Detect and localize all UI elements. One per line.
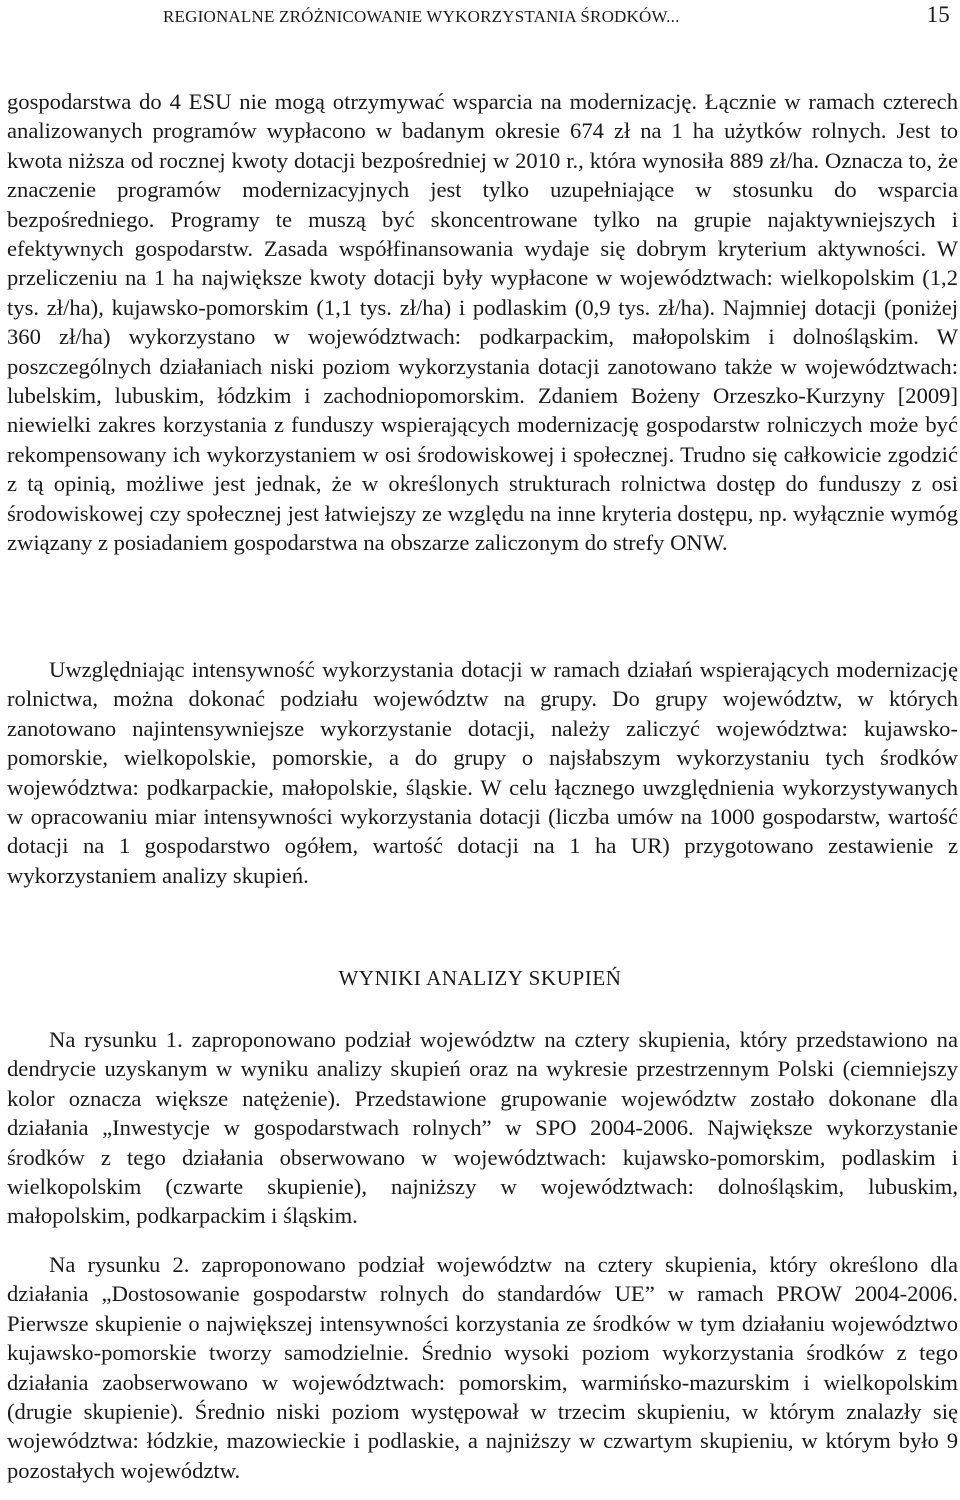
paragraph-figure-2 <box>7 1250 958 1485</box>
page-number: 15 <box>926 2 950 27</box>
paragraph-clustering-intro <box>7 655 958 890</box>
paragraph-text: gospodarstwa do 4 ESU nie mogą otrzymywać wsparcia na modernizację. Łącznie w ramach czterech analizowanych programów wypłacono w badanym okresie 674 zł na 1 ha użytków rolnych. Jest to kwota niższa od rocznej kwoty dotacji bezpośredniej w 2010 r., która wynosiła 889 zł/ha. Oznacza to, że znaczenie programów modernizacyjnych jest tylko uzupełniające w stosunku do wsparcia bezpośredniego. Programy te muszą być skoncentrowane tylko na grupie najaktywniejszych i efektywnych gospodarstw. Zasada współfinansowania wydaje się dobrym kryterium aktywności. W przeliczeniu na 1 ha największe kwoty dotacji były wypłacone w województwach: wielkopolskim (1,2 tys. zł/ha), kujawsko-pomorskim (1,1 tys. zł/ha) i podlaskim (0,9 tys. zł/ha). Najmniej dotacji (poniżej 360 zł/ha) wykorzystano w województwach: podkarpackim, małopolskim i dolnośląskim. W poszczególnych działaniach niski poziom wykorzystania dotacji zanotowano także w województwach: lubelskim, lubuskim, łódzkim i zachodniopomorskim. Zdaniem Bożeny Orzeszko-Kurzyny [2009] niewielki zakres korzystania z funduszy wspierających modernizację gospodarstw rolniczych może być rekompensowany ich wykorzystaniem w osi środowiskowej i społecznej. Trudno się całkowicie zgodzić z tą opinią, możliwe jest jednak, że w określonych strukturach rolnictwa dostęp do funduszy z osi środowiskowej czy społecznej jest łatwiejszy ze względu na inne kryteria dostępu, np. wyłącznie wymóg związany z posiadaniem gospodarstwa na obszarze zaliczonym do strefy ONW. <box>7 89 958 556</box>
section-heading: WYNIKI ANALIZY SKUPIEŃ <box>338 966 622 990</box>
paragraph-text: Na rysunku 1. zaproponowano podział województw na cztery skupienia, który przedstawiono na dendrycie uzyskanym w wyniku analizy skupień oraz na wykresie przestrzennym Polski (ciemniejszy kolor oznacza większe natężenie). Przedstawione grupowanie województw zostało dokonane dla działania „Inwestycje w gospodarstwach rolnych” w SPO 2004-2006. Największe wykorzystanie środków z tego działania obserwowano w województwach: kujawsko-pomorskim, podlaskim i wielkopolskim (czwarte skupienie), najniższy w województwach: dolnośląskim, lubuskim, małopolskim, podkarpackim i śląskim. <box>7 1027 958 1229</box>
paragraph-figure-1 <box>7 1025 958 1231</box>
running-header <box>163 4 950 30</box>
paragraph-text: Na rysunku 2. zaproponowano podział województw na cztery skupienia, który określono dla działania „Dostosowanie gospodarstw rolnych do standardów UE” w ramach PROW 2004-2006. Pierwsze skupienie o największej intensywności korzystania ze środków w tym działaniu województwo kujawsko-pomorskie tworzy samodzielnie. Średnio wysoki poziom wykorzystania środków z tego działania zaobserwowano w województwach: pomorskim, warmińsko-mazurskim i wielkopolskim (drugie skupienie). Średnio niski poziom występował w trzecim skupieniu, w którym znalazły się województwa: łódzkie, mazowieckie i podlaskie, a najniższy w czwartym skupieniu, w którym było 9 pozostałych województw. <box>7 1252 958 1483</box>
running-title: REGIONALNE ZRÓŻNICOWANIE WYKORZYSTANIA ŚRODKÓW... <box>163 7 680 26</box>
paragraph-continued <box>7 87 958 558</box>
paragraph-text: Uwzględniając intensywność wykorzystania dotacji w ramach działań wspierających modernizację rolnictwa, można dokonać podziału województw na grupy. Do grupy województw, w których zanotowano najintensywniejsze wykorzystanie dotacji, należy zaliczyć województwa: kujawsko-pomorskie, wielkopolskie, pomorskie, a do grupy o najsłabszym wykorzystaniu tych środków województwa: podkarpackie, małopolskie, śląskie. W celu łącznego uwzględnienia wykorzystywanych w opracowaniu miar intensywności wykorzystania dotacji (liczba umów na 1000 gospodarstw, wartość dotacji na 1 gospodarstwo ogółem, wartość dotacji na 1 ha UR) przygotowano zestawienie z wykorzystaniem analizy skupień. <box>7 657 958 888</box>
